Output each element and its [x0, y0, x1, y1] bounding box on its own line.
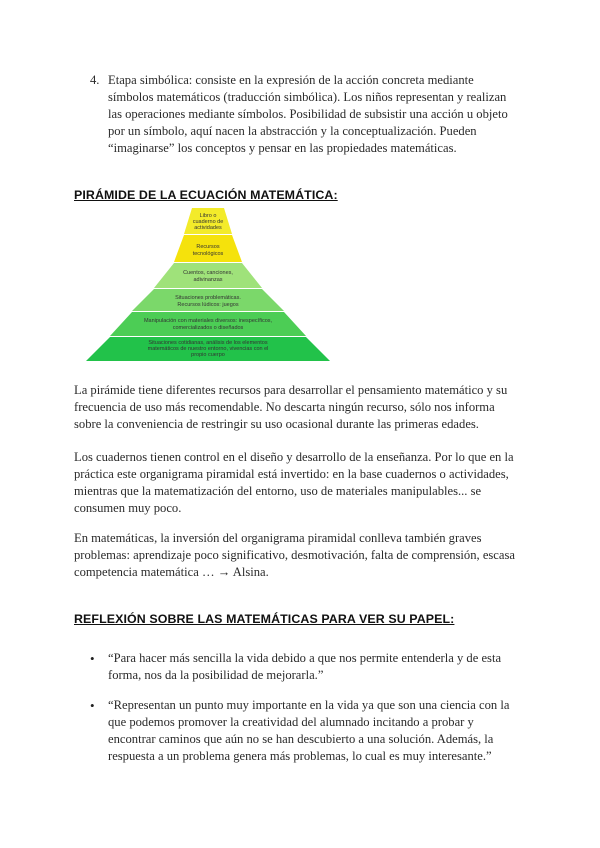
text-line: “Para hacer más sencilla la vida debido a que nos permite entenderla y de esta	[108, 651, 502, 665]
pyramid-label: adivinanzas	[193, 277, 223, 283]
text-line: mientras que la matematización del entorno, uso de materiales manipulables... se	[74, 484, 482, 498]
pyramid-label: matemáticos de nuestro entorno, vivencias con el	[147, 346, 269, 352]
text-line: forma, nos da la posibilidad de mejorarla.”	[108, 668, 324, 682]
text-line: “imaginarse” los conceptos y pensar en las propiedades matemáticas.	[108, 141, 457, 155]
pyramid-label: cuaderno de	[192, 219, 224, 225]
text-line: sobre la conveniencia de restringir su uso ocasional durante las primeras edades.	[74, 417, 479, 431]
paragraph-notebooks	[74, 449, 514, 517]
pyramid-label: Libro o	[199, 213, 217, 219]
text-line: consumen muy poco.	[74, 501, 182, 515]
text-line: práctica este organigrama piramidal está invertido: en la base cuadernos o actividades,	[74, 467, 509, 481]
text-line: En matemáticas, la inversión del organigrama piramidal conlleva también graves	[74, 531, 482, 545]
text-line: competencia matemática … → Alsina.	[74, 565, 269, 579]
bullet-marker: •	[90, 651, 95, 666]
paragraph-inversion	[74, 530, 515, 581]
text-line: frecuencia de uso más recomendable. No descarta ningún recurso, sólo nos informa	[74, 400, 495, 414]
section-heading-reflection: REFLEXIÓN SOBRE LAS MATEMÁTICAS PARA VER SU PAPEL:	[74, 612, 455, 626]
text-line: encontrar caminos que aún no se han descubierto a una solución. Además, la	[108, 732, 494, 746]
paragraph-pyramid-description	[74, 382, 507, 433]
pyramid-label: Cuentos, canciones,	[183, 270, 233, 276]
bullet-marker: •	[90, 698, 95, 713]
pyramid-label: Situaciones problemáticas.	[175, 295, 241, 301]
text-line: La pirámide tiene diferentes recursos para desarrollar el pensamiento matemático y su	[74, 383, 508, 397]
pyramid-label: actividades	[194, 225, 222, 231]
item4-text	[108, 72, 508, 157]
text-line: Los cuadernos tienen control en el diseño y desarrollo de la enseñanza. Por lo que en la	[74, 450, 514, 464]
pyramid-label: Manipulación con materiales diversos: inespecíficos,	[143, 318, 273, 324]
quote-2	[108, 697, 509, 765]
text-line: respuesta a un problema genera más problemas, lo cual es muy interesante.”	[108, 749, 492, 763]
text-line: “Representan un punto muy importante en la vida ya que son una ciencia con la	[108, 698, 510, 712]
pyramid-label: Recursos lúdicos: juegos	[177, 302, 239, 308]
text-line: símbolos matemáticos (traducción simbólica). Los niños representan y realizan	[108, 90, 507, 104]
pyramid-label: comercializados o diseñados	[172, 325, 244, 331]
list-number: 4.	[90, 73, 100, 87]
section-heading-pyramid: PIRÁMIDE DE LA ECUACIÓN MATEMÁTICA:	[74, 188, 338, 202]
pyramid-level-5	[110, 312, 306, 336]
text-line: por un símbolo, aquí nacen la abstracción y la conceptualización. Pueden	[108, 124, 477, 138]
text-line: que podemos promover la creatividad del alumnado incitando a probar y	[108, 715, 474, 729]
pyramid-label: Situaciones cotidianas, análisis de los elementos	[148, 340, 268, 346]
pyramid-diagram	[84, 208, 332, 366]
text-line: Etapa simbólica: consiste en la expresión de la acción concreta mediante	[108, 73, 474, 87]
pyramid-label: propio cuerpo	[191, 352, 225, 358]
pyramid-label: Recursos	[196, 244, 220, 250]
text-line: las operaciones mediante símbolos. Posibilidad de subsistir una acción u objeto	[108, 107, 508, 121]
quote-1	[108, 650, 501, 684]
text-line: problemas: aprendizaje poco significativo, desmotivación, falta de comprensión, escasa	[74, 548, 515, 562]
pyramid-label: tecnológicos	[192, 251, 224, 257]
